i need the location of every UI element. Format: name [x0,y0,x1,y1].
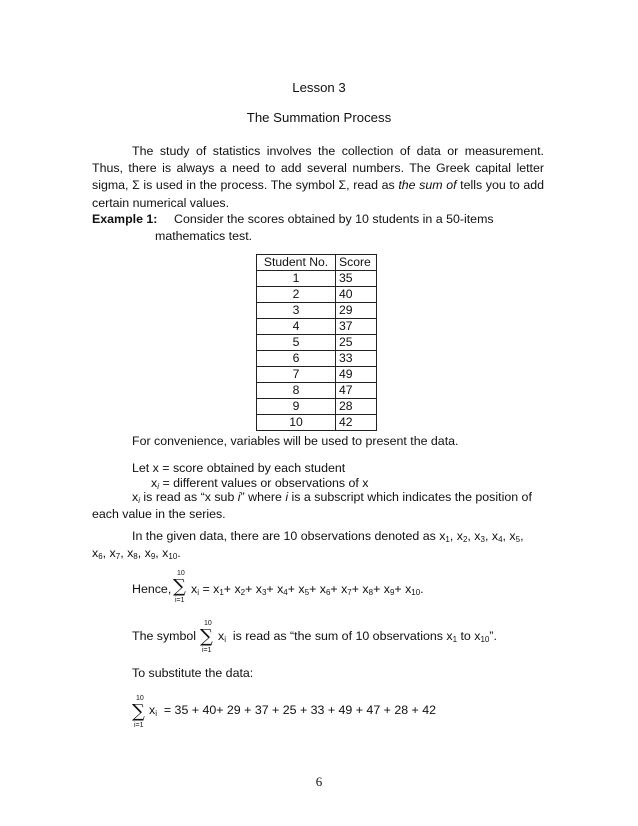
page-number: 6 [315,774,323,789]
symbol-label: The symbol [132,629,197,643]
intro-paragraph: The study of statistics involves the collection of data or measurement. Thus, there is always a need to add several numbers. The Greek capital letter sigma, Σ is used in the process. The symbol Σ, read as the sum of tells you to add certain numerical values. [92,144,544,210]
example-text-1: Consider the scores obtained by 10 students in a 50-items [174,212,494,226]
score-cell: 25 [336,335,377,351]
student-no-cell: 5 [257,335,336,351]
score-cell: 37 [336,319,377,335]
xi-read-continuation: each value in the series. [92,507,226,521]
score-cell: 29 [336,303,377,319]
sigma-symbol: ∑ [200,626,213,647]
sigma-upper-limit: 10 [177,570,185,577]
example-text-2: mathematics test. [155,229,253,243]
table-row [257,351,377,367]
convenience-text: For convenience, variables will be used to present the data. [132,434,459,448]
score-cell: 49 [336,367,377,383]
given-data-line-2: $x_6$, $x_7$, $x_8$, $x_9$, $x_{10}$. [92,546,181,561]
example-label: Example 1: [92,212,158,226]
student-no-cell: 7 [257,367,336,383]
sigma-lower-limit: i=1 [134,722,144,729]
sigma-symbol: ∑ [173,576,186,597]
student-no-cell: 8 [257,383,336,399]
xi-definition: $x_i$ = different values or observations of x [151,476,369,491]
table-row [257,367,377,383]
table-row [257,383,377,399]
student-no-cell: 3 [257,303,336,319]
sigma-symbol: ∑ [132,701,145,722]
header-score: Score [336,255,377,271]
student-no-cell: 2 [257,287,336,303]
score-cell: 28 [336,399,377,415]
symbol-explanation: $x_i$ is read as “the sum of 10 observations $x_1$ to $x_{10}$”. [218,629,497,644]
score-cell: 35 [336,271,377,287]
table-row [257,287,377,303]
xi-read-line: $x_i$ is read as “x sub i” where i is a subscript which indicates the position of [132,490,532,505]
student-no-cell: 9 [257,399,336,415]
student-no-cell: 6 [257,351,336,367]
given-data-line-1: In the given data, there are 10 observations denoted as $x_1$, $x_2$, $x_3$, $x_4$, $x_5$, [132,529,524,544]
page-title: The Summation Process [246,110,392,125]
sigma-lower-limit: i=1 [175,597,185,604]
table-row [257,319,377,335]
hence-equation: $x_i = x_1+ x_2+ x_3+ x_4+ x_5+ x_6+ x_7+ x_8+ x_9+ x_{10}$. [191,582,424,597]
lesson-number: Lesson 3 [292,80,346,95]
table-row [257,335,377,351]
sigma-lower-limit: i=1 [202,647,212,654]
substitute-equation: $x_i = 35 + 40+ 29 + 37 + 25 + 33 + 49 + 47 + 28 + 42$ [149,703,437,718]
table-row [257,415,377,431]
score-cell: 40 [336,287,377,303]
table-row [257,399,377,415]
sigma-upper-limit: 10 [204,620,212,627]
let-definition: Let x = score obtained by each student [132,461,346,475]
student-no-cell: 1 [257,271,336,287]
header-student-no: Student No. [257,255,336,271]
score-cell: 47 [336,383,377,399]
sigma-upper-limit: 10 [136,695,144,702]
table-row [257,303,377,319]
table-row [257,271,377,287]
student-no-cell: 10 [257,415,336,431]
substitute-label: To substitute the data: [132,666,254,680]
hence-label: Hence, [132,582,172,596]
scores-table [256,254,377,431]
table-header-row [257,255,377,271]
score-cell: 33 [336,351,377,367]
score-cell: 42 [336,415,377,431]
student-no-cell: 4 [257,319,336,335]
